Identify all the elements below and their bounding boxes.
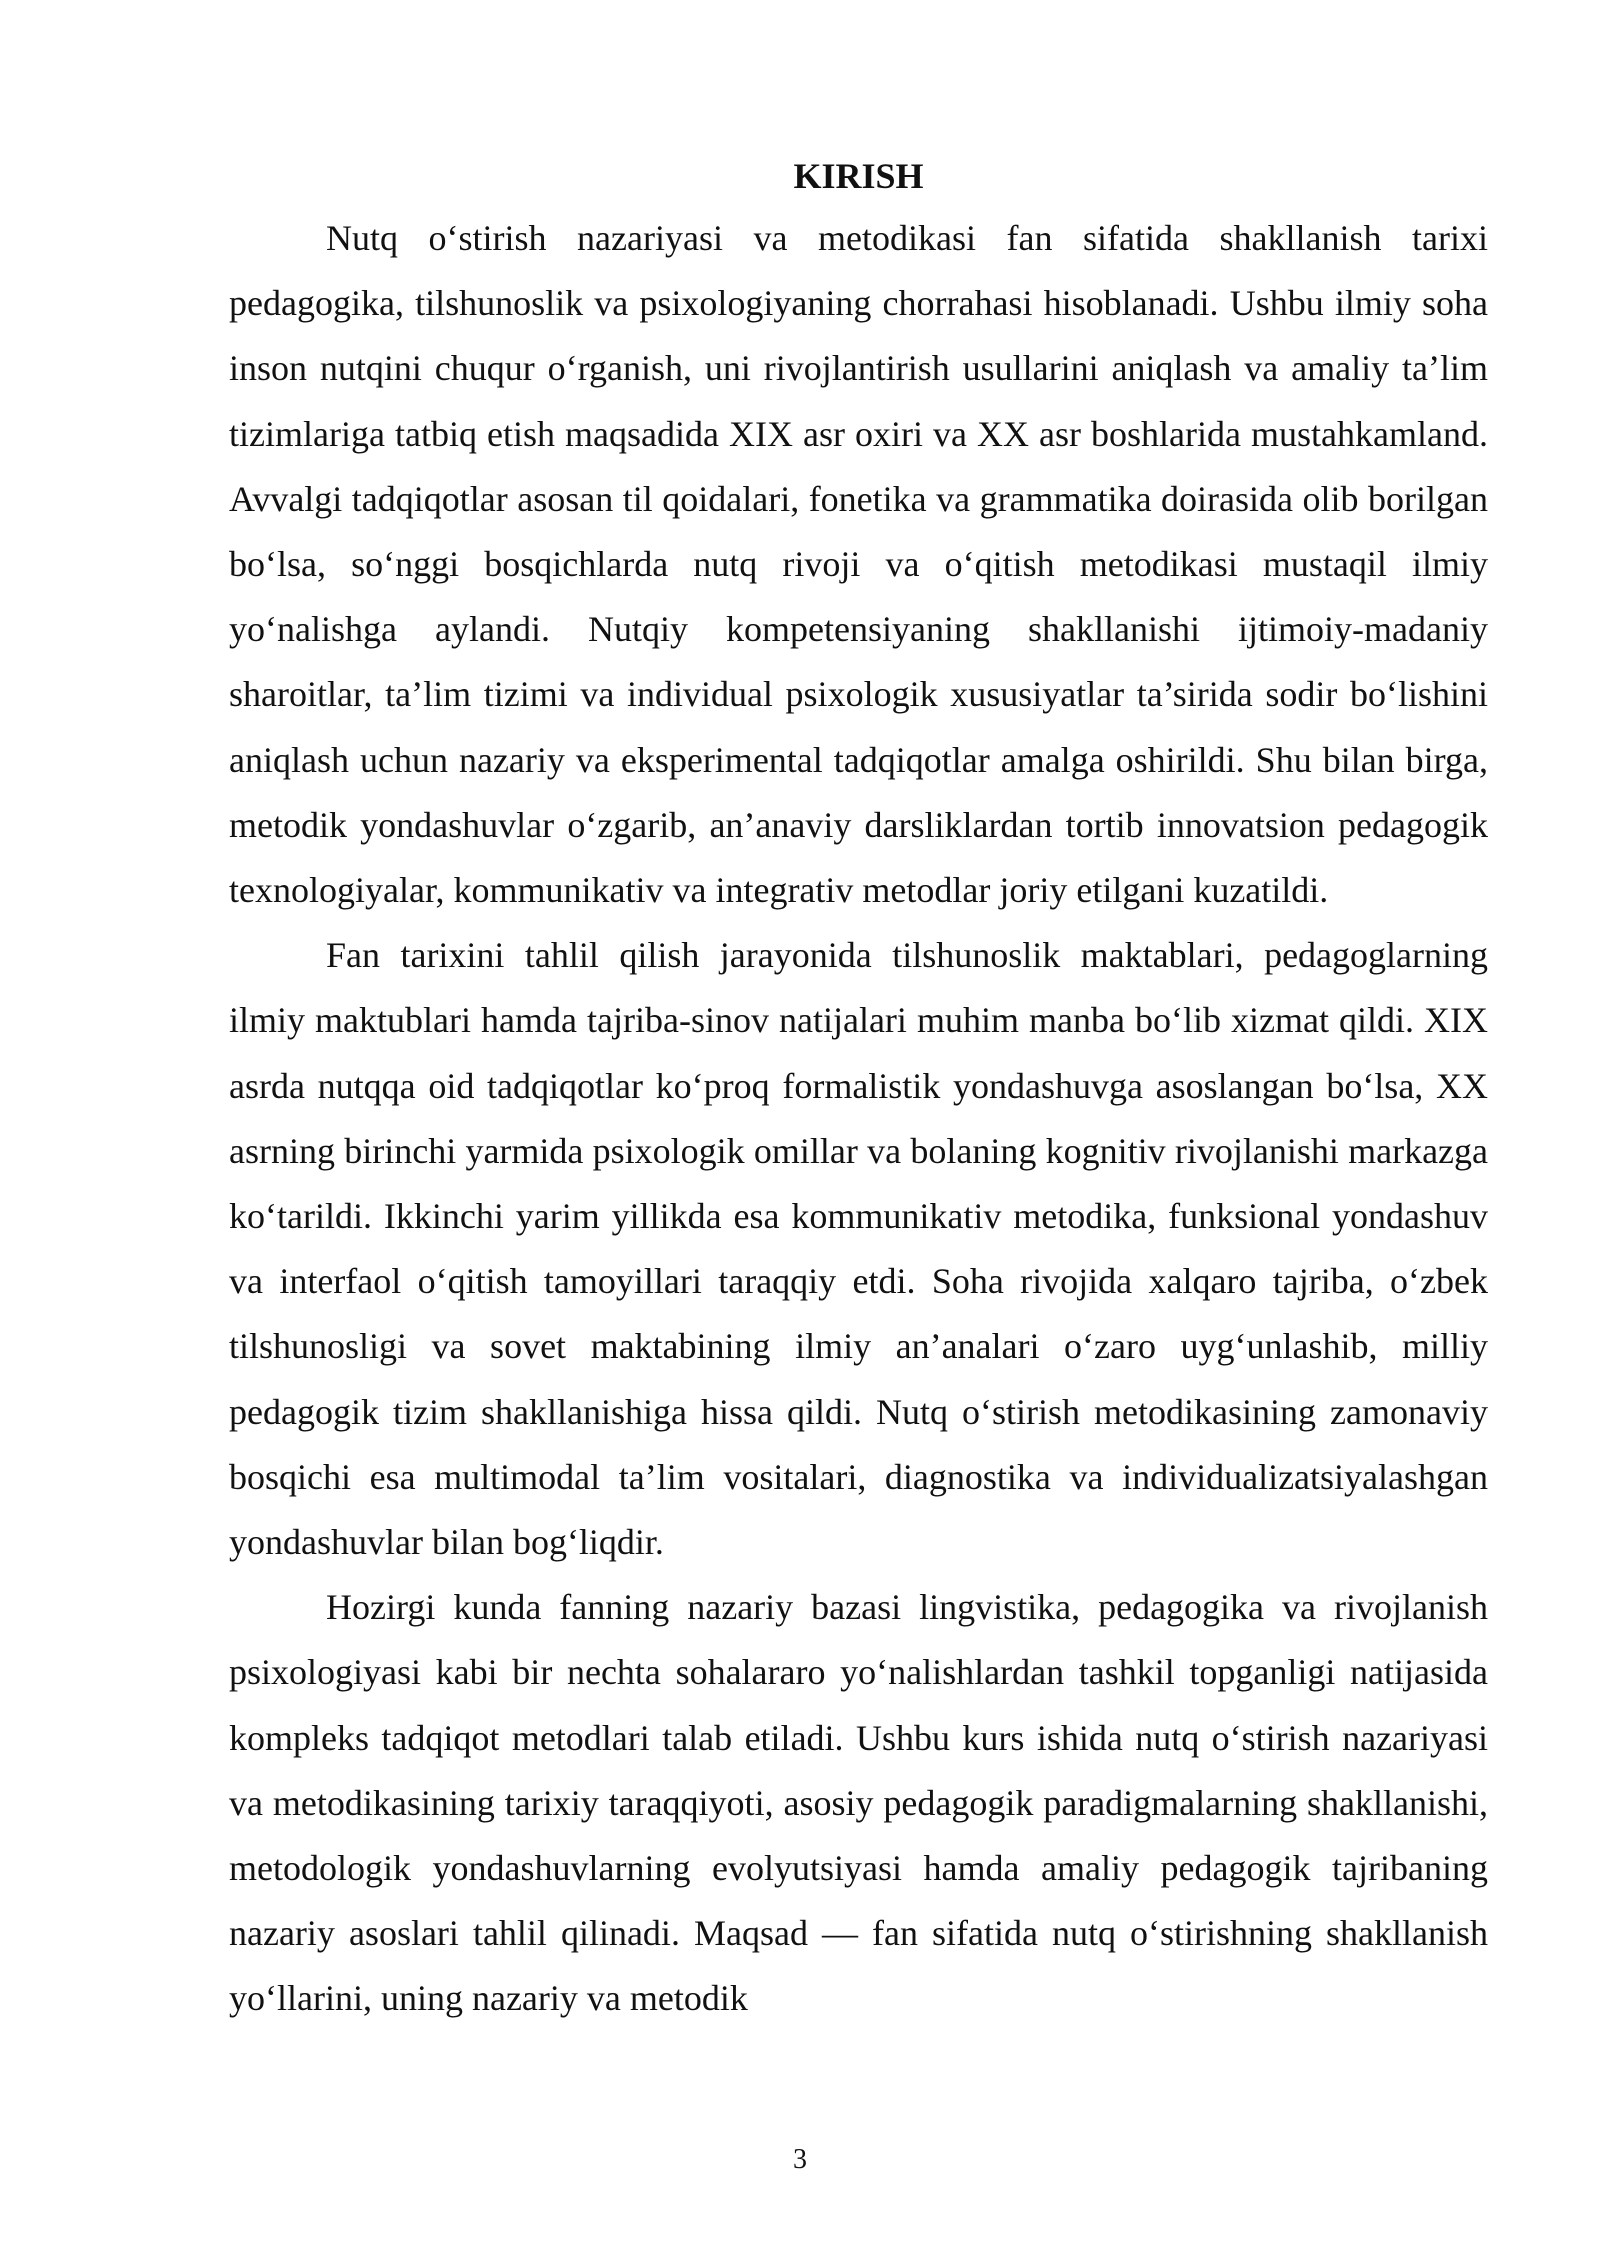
- section-title: KIRISH: [793, 156, 924, 196]
- page-number: 3: [793, 2144, 807, 2175]
- page-content: [229, 146, 1488, 2032]
- paragraph-2: Fan tarixini tahlil qilish jarayonida tilshunoslik maktablari, pedagoglarning ilmiy maktublari hamda tajriba-sinov natijalari muhim manba bo‘lib xizmat qildi. XIX asrda nutqqa oid tadqiqotlar ko‘proq formalistik yondashuvga asoslangan bo‘lsa, XX asrning birinchi yarmida psixologik omillar va bolaning kognitiv rivojlanishi markazga ko‘tarildi. Ikkinchi yarim yillikda esa kommunikativ metodika, funksional yondashuv va interfaol o‘qitish tamoyillari taraqqiy etdi. Soha rivojida xalqaro tajriba, o‘zbek tilshunosligi va sovet maktabining ilmiy an’analari o‘zaro uyg‘unlashib, milliy pedagogik tizim shakllanishiga hissa qildi. Nutq o‘stirish metodikasining zamonaviy bosqichi esa multimodal ta’lim vositalari, diagnostika va individualizatsiyalashgan yondashuvlar bilan bog‘liqdir.: [229, 935, 1488, 1563]
- paragraph-1: Nutq o‘stirish nazariyasi va metodikasi fan sifatida shakllanish tarixi pedagogika, tilshunoslik va psixologiyaning chorrahasi hisoblanadi. Ushbu ilmiy soha inson nutqini chuqur o‘rganish, uni rivojlantirish usullarini aniqlash va amaliy ta’lim tizimlariga tatbiq etish maqsadida XIX asr oxiri va XX asr boshlarida mustahkamland. Avvalgi tadqiqotlar asosan til qoidalari, fonetika va grammatika doirasida olib borilgan bo‘lsa, so‘nggi bosqichlarda nutq rivoji va o‘qitish metodikasi mustaqil ilmiy yo‘nalishga aylandi. Nutqiy kompetensiyaning shakllanishi ijtimoiy-madaniy sharoitlar, ta’lim tizimi va individual psixologik xususiyatlar ta’sirida sodir bo‘lishini aniqlash uchun nazariy va eksperimental tadqiqotlar amalga oshirildi. Shu bilan birga, metodik yondashuvlar o‘zgarib, an’anaviy darsliklardan tortib innovatsion pedagogik texnologiyalar, kommunikativ va integrativ metodlar joriy etilgani kuzatildi.: [229, 218, 1488, 911]
- paragraph-3: Hozirgi kunda fanning nazariy bazasi lingvistika, pedagogika va rivojlanish psixologiyasi kabi bir nechta sohalararo yo‘nalishlardan tashkil topganligi natijasida kompleks tadqiqot metodlari talab etiladi. Ushbu kurs ishida nutq o‘stirish nazariyasi va metodikasining tarixiy taraqqiyoti, asosiy pedagogik paradigmalarning shakllanishi, metodologik yondashuvlarning evolyutsiyasi hamda amaliy pedagogik tajribaning nazariy asoslari tahlil qilinadi. Maqsad — fan sifatida nutq o‘stirishning shakllanish yo‘llarini, uning nazariy va metodik: [229, 1587, 1488, 2019]
